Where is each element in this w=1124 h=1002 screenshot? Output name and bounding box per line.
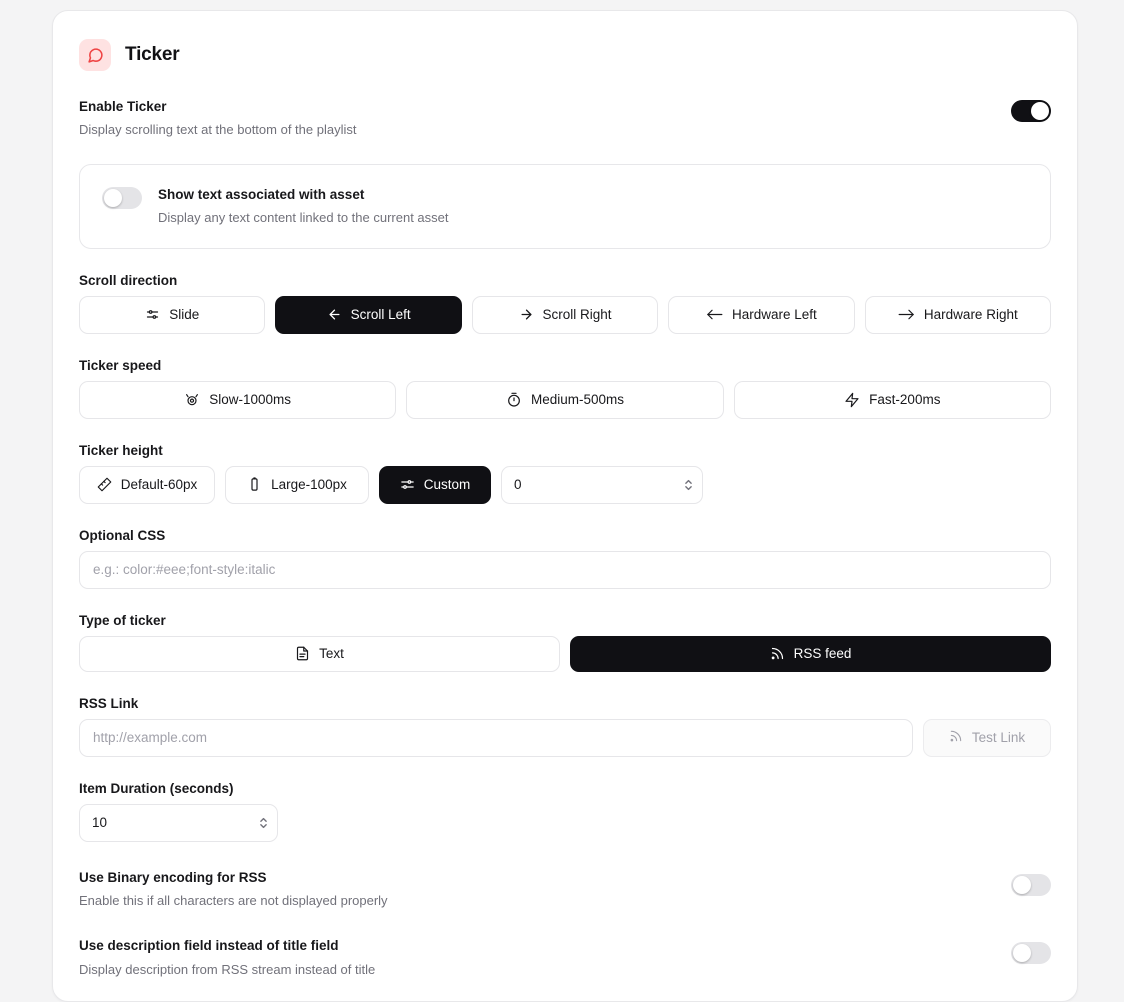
- zap-icon: [844, 392, 860, 408]
- long-arrow-left-icon: [706, 307, 723, 322]
- scroll-direction-option-slide[interactable]: [79, 296, 265, 334]
- option-label: Text: [319, 646, 344, 661]
- description-field-subtitle: Display description from RSS stream instead of title: [79, 961, 376, 977]
- enable-ticker-text: [79, 97, 356, 140]
- option-label: Default-60px: [120, 477, 198, 492]
- binary-encoding-subtitle: Enable this if all characters are not displayed properly: [79, 892, 388, 908]
- rss-link-input[interactable]: [79, 719, 913, 757]
- toggle-knob: [1013, 944, 1031, 962]
- asset-text-text: [158, 185, 449, 228]
- option-label: Hardware Left: [732, 307, 817, 322]
- ticker-height-group: [79, 443, 1051, 504]
- option-label: Hardware Right: [923, 307, 1018, 322]
- asset-text-subtitle: Display any text content linked to the current asset: [158, 210, 449, 225]
- snail-icon: [184, 392, 200, 408]
- binary-encoding-row: [79, 868, 1051, 911]
- ticker-type-group: [79, 613, 1051, 672]
- enable-ticker-title: Enable Ticker: [79, 99, 167, 114]
- scroll-direction-options: [79, 296, 1051, 334]
- page-title: Ticker: [125, 44, 180, 65]
- battery-icon: [247, 477, 262, 492]
- option-label: Custom: [423, 477, 471, 492]
- sliders-icon: [145, 307, 160, 322]
- option-label: RSS feed: [793, 646, 852, 661]
- scroll-direction-option-scroll-right[interactable]: [472, 296, 658, 334]
- option-label: Slow-1000ms: [209, 392, 292, 407]
- rss-link-label: RSS Link: [79, 695, 139, 711]
- option-label: Scroll Left: [350, 307, 411, 322]
- enable-ticker-subtitle: Display scrolling text at the bottom of the playlist: [79, 122, 357, 138]
- arrow-left-icon: [327, 307, 342, 322]
- enable-ticker-row: [79, 97, 1051, 140]
- binary-encoding-toggle[interactable]: [1011, 874, 1051, 896]
- asset-text-panel: [79, 164, 1051, 249]
- description-field-toggle[interactable]: [1011, 942, 1051, 964]
- ruler-icon: [97, 477, 112, 492]
- scroll-direction-group: [79, 273, 1051, 334]
- ticker-speed-option-fast[interactable]: [734, 381, 1051, 419]
- item-duration-input-wrap: [79, 804, 278, 842]
- option-label: Large-100px: [271, 477, 347, 492]
- ticker-speed-option-slow[interactable]: [79, 381, 396, 419]
- item-duration-input[interactable]: [79, 804, 278, 842]
- settings-sliders-icon: [400, 477, 415, 492]
- ticker-height-option-large[interactable]: [225, 466, 369, 504]
- ticker-height-option-default[interactable]: [79, 466, 215, 504]
- option-label: Fast-200ms: [869, 392, 941, 407]
- ticker-height-custom-input[interactable]: [501, 466, 703, 504]
- ticker-speed-group: [79, 358, 1051, 419]
- item-duration-group: [79, 781, 1051, 842]
- arrow-right-icon: [519, 307, 534, 322]
- card-header: [79, 39, 1051, 71]
- optional-css-group: [79, 528, 1051, 589]
- ticker-speed-label: Ticker speed: [79, 357, 162, 373]
- test-link-button[interactable]: [923, 719, 1051, 757]
- description-field-text: [79, 936, 375, 979]
- ticker-height-custom-input-wrap: [501, 466, 703, 504]
- description-field-title: Use description field instead of title field: [79, 938, 339, 954]
- toggle-knob: [1031, 102, 1049, 120]
- scroll-direction-option-hardware-left[interactable]: [668, 296, 854, 334]
- rss-link-row: [79, 719, 1051, 757]
- description-field-row: [79, 936, 1051, 979]
- ticker-type-option-text[interactable]: [79, 636, 560, 672]
- ticker-type-options: [79, 636, 1051, 672]
- stepper-icon[interactable]: [258, 816, 269, 830]
- optional-css-label: Optional CSS: [79, 527, 166, 543]
- ticker-speed-options: [79, 381, 1051, 419]
- timer-icon: [506, 392, 522, 408]
- test-link-label: Test Link: [971, 730, 1026, 745]
- asset-text-toggle[interactable]: [102, 187, 142, 209]
- option-label: Slide: [169, 307, 200, 322]
- scroll-direction-option-scroll-left[interactable]: [275, 296, 461, 334]
- item-duration-label: Item Duration (seconds): [79, 780, 234, 796]
- ticker-height-label: Ticker height: [79, 442, 163, 458]
- option-label: Scroll Right: [542, 307, 612, 322]
- long-arrow-right-icon: [898, 307, 915, 322]
- ticker-height-option-custom[interactable]: [379, 466, 491, 504]
- ticker-height-options: [79, 466, 1051, 504]
- file-text-icon: [295, 646, 310, 661]
- enable-ticker-toggle[interactable]: [1011, 100, 1051, 122]
- rss-link-group: [79, 696, 1051, 757]
- optional-css-input[interactable]: [79, 551, 1051, 589]
- asset-text-title: Show text associated with asset: [158, 186, 365, 202]
- toggle-knob: [1013, 876, 1031, 894]
- scroll-direction-label: Scroll direction: [79, 272, 178, 288]
- message-square-icon: [79, 39, 111, 71]
- binary-encoding-title: Use Binary encoding for RSS: [79, 869, 267, 885]
- ticker-speed-option-medium[interactable]: [406, 381, 723, 419]
- option-label: Medium-500ms: [530, 392, 624, 407]
- stepper-icon[interactable]: [683, 478, 694, 492]
- ticker-type-option-rss[interactable]: [570, 636, 1051, 672]
- binary-encoding-text: [79, 868, 388, 911]
- ticker-type-label: Type of ticker: [79, 612, 166, 628]
- rss-icon: [770, 646, 785, 661]
- rss-icon: [949, 729, 963, 746]
- scroll-direction-option-hardware-right[interactable]: [865, 296, 1051, 334]
- ticker-settings-card: [52, 10, 1078, 1002]
- toggle-knob: [104, 189, 122, 207]
